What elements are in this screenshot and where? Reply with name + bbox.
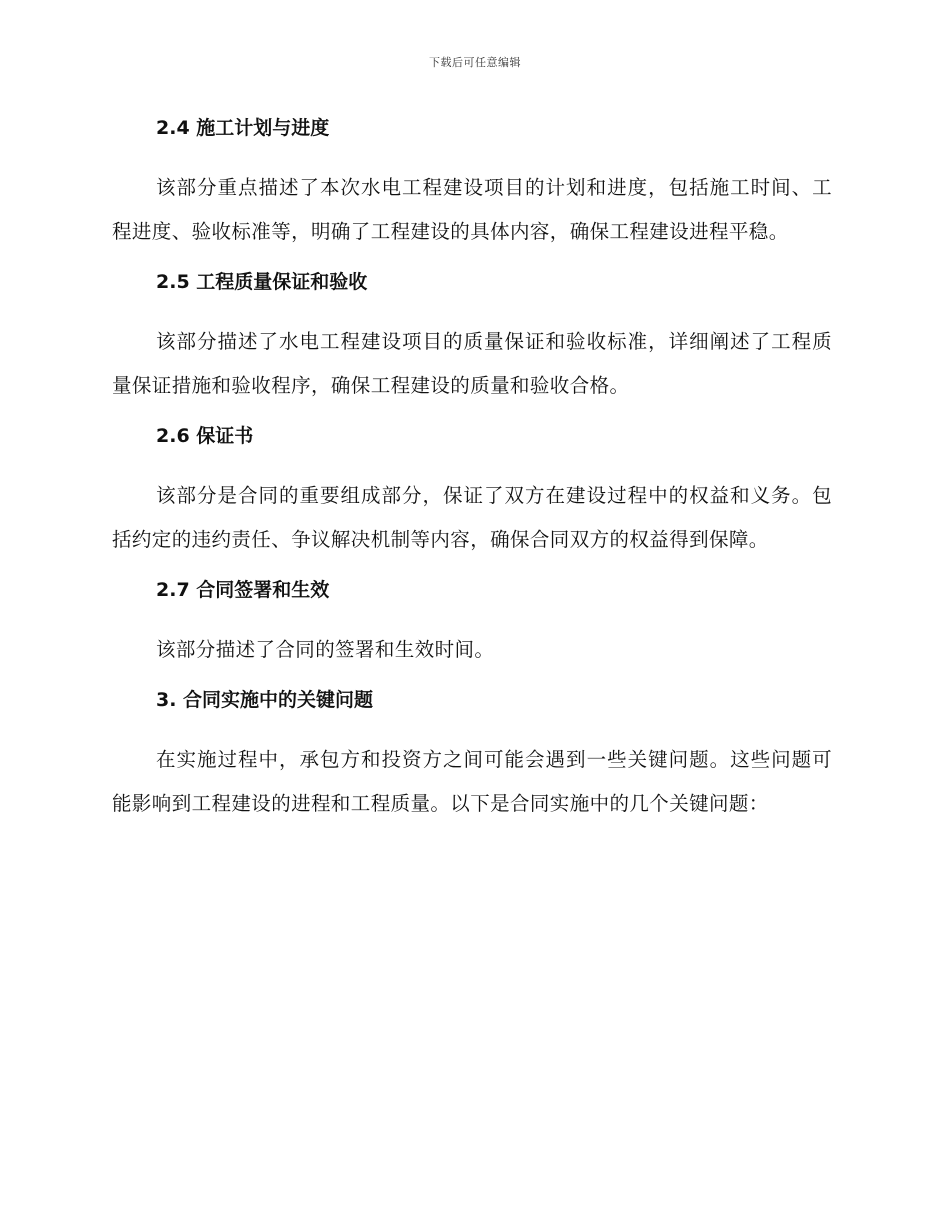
section-body-2-5: 该部分描述了水电工程建设项目的质量保证和验收标准，详细阐述了工程质量保证措施和验收程序，确保工程建设的质量和验收合格。 (112, 330, 832, 397)
document-body (112, 112, 832, 838)
section-heading-2-6: 2.6 保证书 (156, 425, 254, 447)
section-body-3: 在实施过程中，承包方和投资方之间可能会遇到一些关键问题。这些问题可能影响到工程建设的进程和工程质量。以下是合同实施中的几个关键问题： (112, 748, 832, 815)
section-heading-2-5: 2.5 工程质量保证和验收 (156, 271, 368, 293)
section-heading-3: 3. 合同实施中的关键问题 (156, 689, 374, 711)
section-body-2-6: 该部分是合同的重要组成部分，保证了双方在建设过程中的权益和义务。包括约定的违约责任、争议解决机制等内容，确保合同双方的权益得到保障。 (112, 484, 832, 551)
section-heading-2-7: 2.7 合同签署和生效 (156, 579, 330, 601)
running-header: 下载后可任意编辑 (429, 56, 521, 69)
section-body-2-4: 该部分重点描述了本次水电工程建设项目的计划和进度，包括施工时间、工程进度、验收标准等，明确了工程建设的具体内容，确保工程建设进程平稳。 (112, 176, 832, 243)
section-body-2-7: 该部分描述了合同的签署和生效时间。 (156, 638, 495, 661)
section-heading-2-4: 2.4 施工计划与进度 (156, 117, 330, 139)
